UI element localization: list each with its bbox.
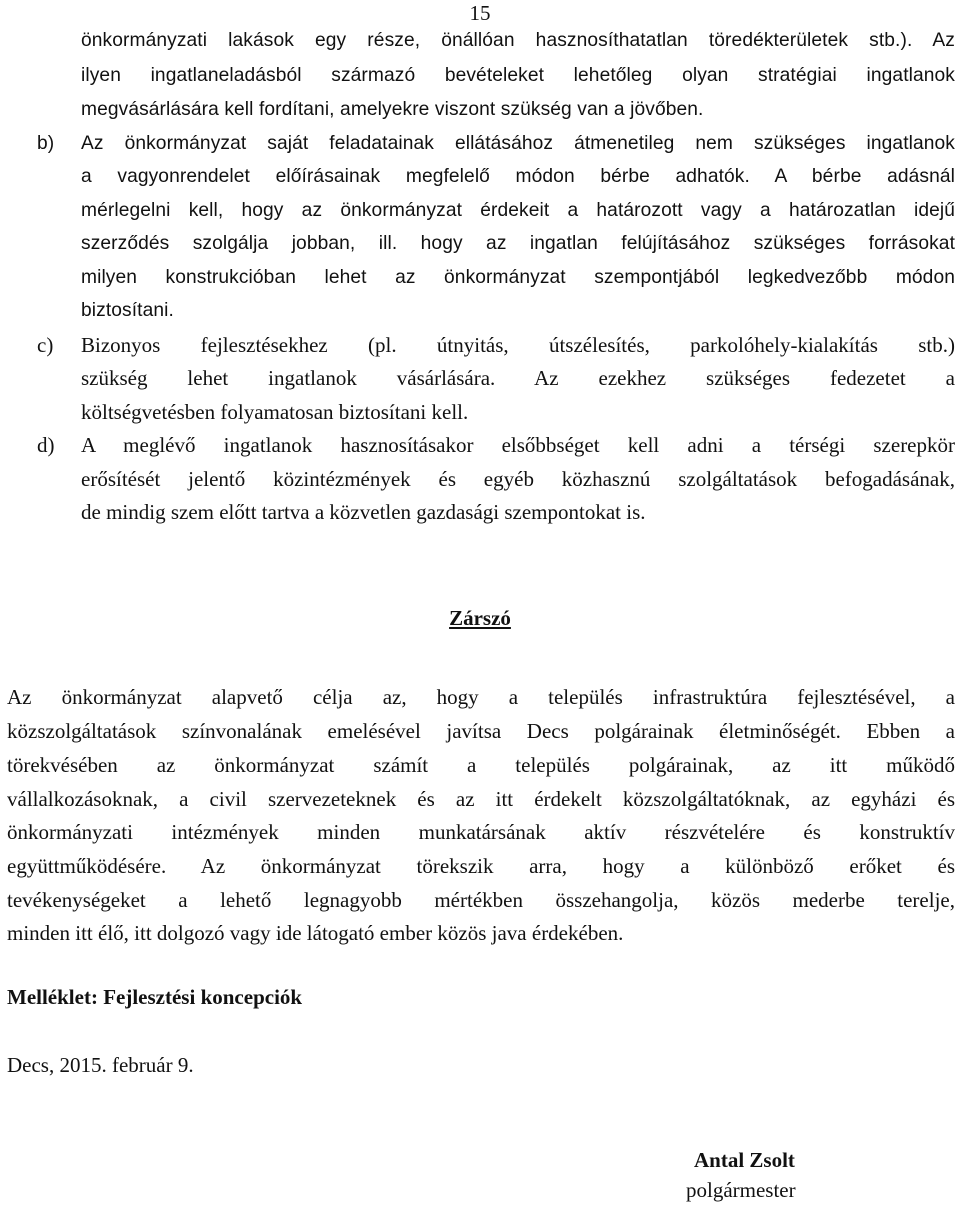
closing-line: közszolgáltatások színvonalának emelésével javítsa Decs polgárainak életminőségét. Ebben a xyxy=(7,719,955,743)
closing-line: törekvésében az önkormányzat számít a település polgárainak, az itt működő xyxy=(7,753,955,777)
closing-line: vállalkozásoknak, a civil szervezeteknek és az itt érdekelt közszolgáltatóknak, az egyházi és xyxy=(7,787,955,811)
item-b-line: szerződés szolgálja jobban, ill. hogy az ingatlan felújításához szükséges forrásokat xyxy=(81,233,955,254)
list-marker-c: c) xyxy=(37,333,54,357)
item-d-line: de mindig szem előtt tartva a közvetlen gazdasági szempontokat is. xyxy=(81,500,646,524)
list-marker-d: d) xyxy=(37,433,55,457)
page-number: 15 xyxy=(469,1,491,25)
intro-line: önkormányzati lakások egy része, önállóan hasznosíthatatlan töredékterületek stb.). Az xyxy=(81,30,955,51)
item-b-line: Az önkormányzat saját feladatainak ellátásához átmenetileg nem szükséges ingatlanok xyxy=(81,133,955,154)
item-d-line: A meglévő ingatlanok hasznosításakor elsőbbséget kell adni a térségi szerepkör xyxy=(81,433,955,457)
item-b-line: biztosítani. xyxy=(81,300,174,321)
item-c-line: költségvetésben folyamatosan biztosítani kell. xyxy=(81,400,469,424)
signatory-name: Antal Zsolt xyxy=(694,1148,795,1172)
closing-heading: Zárszó xyxy=(449,606,511,630)
closing-line: önkormányzati intézmények minden munkatársának aktív részvételére és konstruktív xyxy=(7,820,955,844)
attachment-label: Melléklet: Fejlesztési koncepciók xyxy=(7,985,303,1009)
closing-line: minden itt élő, itt dolgozó vagy ide látogató ember közös java érdekében. xyxy=(7,921,624,945)
item-b-line: milyen konstrukcióban lehet az önkormányzat szempontjából legkedvezőbb módon xyxy=(81,267,955,288)
list-marker-b: b) xyxy=(37,133,55,154)
item-c-line: szükség lehet ingatlanok vásárlására. Az ezekhez szükséges fedezetet a xyxy=(81,366,955,390)
intro-line: megvásárlására kell fordítani, amelyekre viszont szükség van a jövőben. xyxy=(81,99,704,120)
closing-line: tevékenységeket a lehető legnagyobb mértékben összehangolja, közös mederbe terelje, xyxy=(7,888,955,912)
place-and-date: Decs, 2015. február 9. xyxy=(7,1053,194,1077)
intro-line: ilyen ingatlaneladásból származó bevételeket lehetőleg olyan stratégiai ingatlanok xyxy=(81,65,955,86)
item-b-line: a vagyonrendelet előírásainak megfelelő módon bérbe adhatók. A bérbe adásnál xyxy=(81,166,955,187)
closing-line: együttműködésére. Az önkormányzat törekszik arra, hogy a különböző erőket és xyxy=(7,854,955,878)
signatory-title: polgármester xyxy=(686,1178,796,1202)
item-b-line: mérlegelni kell, hogy az önkormányzat érdekeit a határozott vagy a határozatlan idejű xyxy=(81,200,955,221)
item-c-line: Bizonyos fejlesztésekhez (pl. útnyitás, útszélesítés, parkolóhely-kialakítás stb.) xyxy=(81,333,955,357)
item-d-line: erősítését jelentő közintézmények és egyéb közhasznú szolgáltatások befogadásának, xyxy=(81,467,955,491)
closing-line: Az önkormányzat alapvető célja az, hogy a település infrastruktúra fejlesztésével, a xyxy=(7,685,955,709)
